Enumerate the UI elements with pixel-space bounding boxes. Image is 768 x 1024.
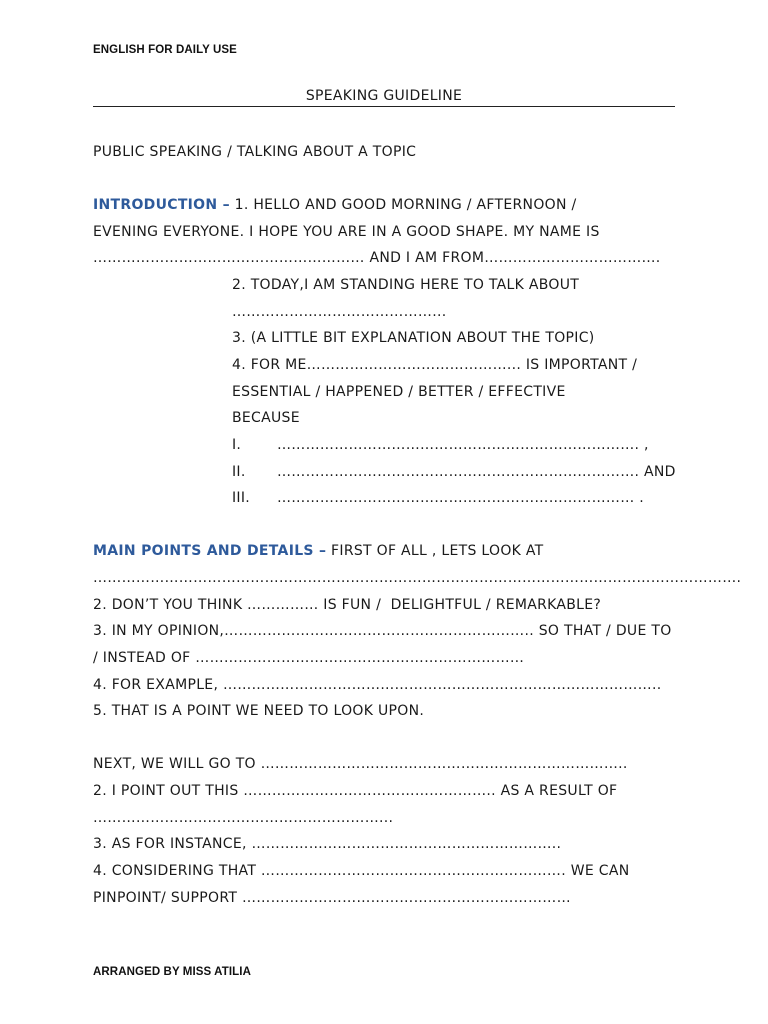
reason-number: II.: [232, 464, 246, 480]
introduction-line-4: 2. TODAY,I AM STANDING HERE TO TALK ABOUT: [232, 277, 580, 293]
main-points-line-4: 3. IN MY OPINION,……………………………………………………….. SO THAT / DUE TO: [93, 623, 672, 639]
next-section-line-3: ……………………………………………………...: [93, 810, 394, 826]
next-section-line-1: NEXT, WE WILL GO TO …………………………………………………………………..: [93, 756, 628, 772]
main-points-line-5: / INSTEAD OF ……………………………………………………………: [93, 650, 525, 666]
introduction-line-7: 4. FOR ME……………………………………... IS IMPORTANT /: [232, 357, 638, 373]
next-section-line-4: 3. AS FOR INSTANCE, ………………………………………………………..: [93, 836, 562, 852]
main-points-text-1: FIRST OF ALL , LETS LOOK AT: [326, 543, 544, 559]
title-underline: [93, 106, 675, 107]
next-section-line-5: 4. CONSIDERING THAT ………………………………………………………. WE CAN: [93, 863, 630, 879]
reason-text: ………………………………………………………………… .: [277, 490, 645, 506]
reason-text: …………………………………………………………………. ,: [277, 437, 649, 453]
introduction-line-1: [93, 196, 577, 214]
introduction-line-3: ………………………………………………… AND I AM FROM……………………………….: [93, 250, 661, 266]
main-points-line-2: ……………………………………………………………………………………………………………………….: [93, 570, 742, 586]
next-section-line-2: 2. I POINT OUT THIS …………………………………………….. AS A RESULT OF: [93, 783, 618, 799]
main-points-line-6: 4. FOR EXAMPLE, ………………………………………………………………………………..: [93, 677, 662, 693]
main-points-line-1: [93, 542, 544, 560]
author-footer: ARRANGED BY MISS ATILIA: [93, 966, 251, 978]
main-points-line-7: 5. THAT IS A POINT WE NEED TO LOOK UPON.: [93, 703, 425, 719]
introduction-line-5: ……………………………………...: [232, 304, 447, 320]
introduction-line-9: BECAUSE: [232, 410, 300, 426]
introduction-line-2: EVENING EVERYONE. I HOPE YOU ARE IN A GOOD SHAPE. MY NAME IS: [93, 224, 600, 240]
main-points-heading: MAIN POINTS AND DETAILS –: [93, 543, 327, 559]
course-header: ENGLISH FOR DAILY USE: [93, 44, 237, 56]
document-subtitle: PUBLIC SPEAKING / TALKING ABOUT A TOPIC: [93, 144, 417, 160]
introduction-heading: INTRODUCTION –: [93, 197, 230, 213]
reason-text: …………………………………………………………………. AND: [277, 464, 676, 480]
main-points-line-3: 2. DON’T YOU THINK …………… IS FUN / DELIGHTFUL / REMARKABLE?: [93, 597, 602, 613]
reason-number: I.: [232, 437, 242, 453]
document-title: SPEAKING GUIDELINE: [305, 88, 463, 104]
introduction-line-8: ESSENTIAL / HAPPENED / BETTER / EFFECTIVE: [232, 384, 566, 400]
next-section-line-6: PINPOINT/ SUPPORT ……………………………………………………………: [93, 890, 571, 906]
introduction-text-1: 1. HELLO AND GOOD MORNING / AFTERNOON /: [229, 197, 577, 213]
reason-number: III.: [232, 490, 251, 506]
introduction-line-6: 3. (A LITTLE BIT EXPLANATION ABOUT THE TOPIC): [232, 330, 595, 346]
